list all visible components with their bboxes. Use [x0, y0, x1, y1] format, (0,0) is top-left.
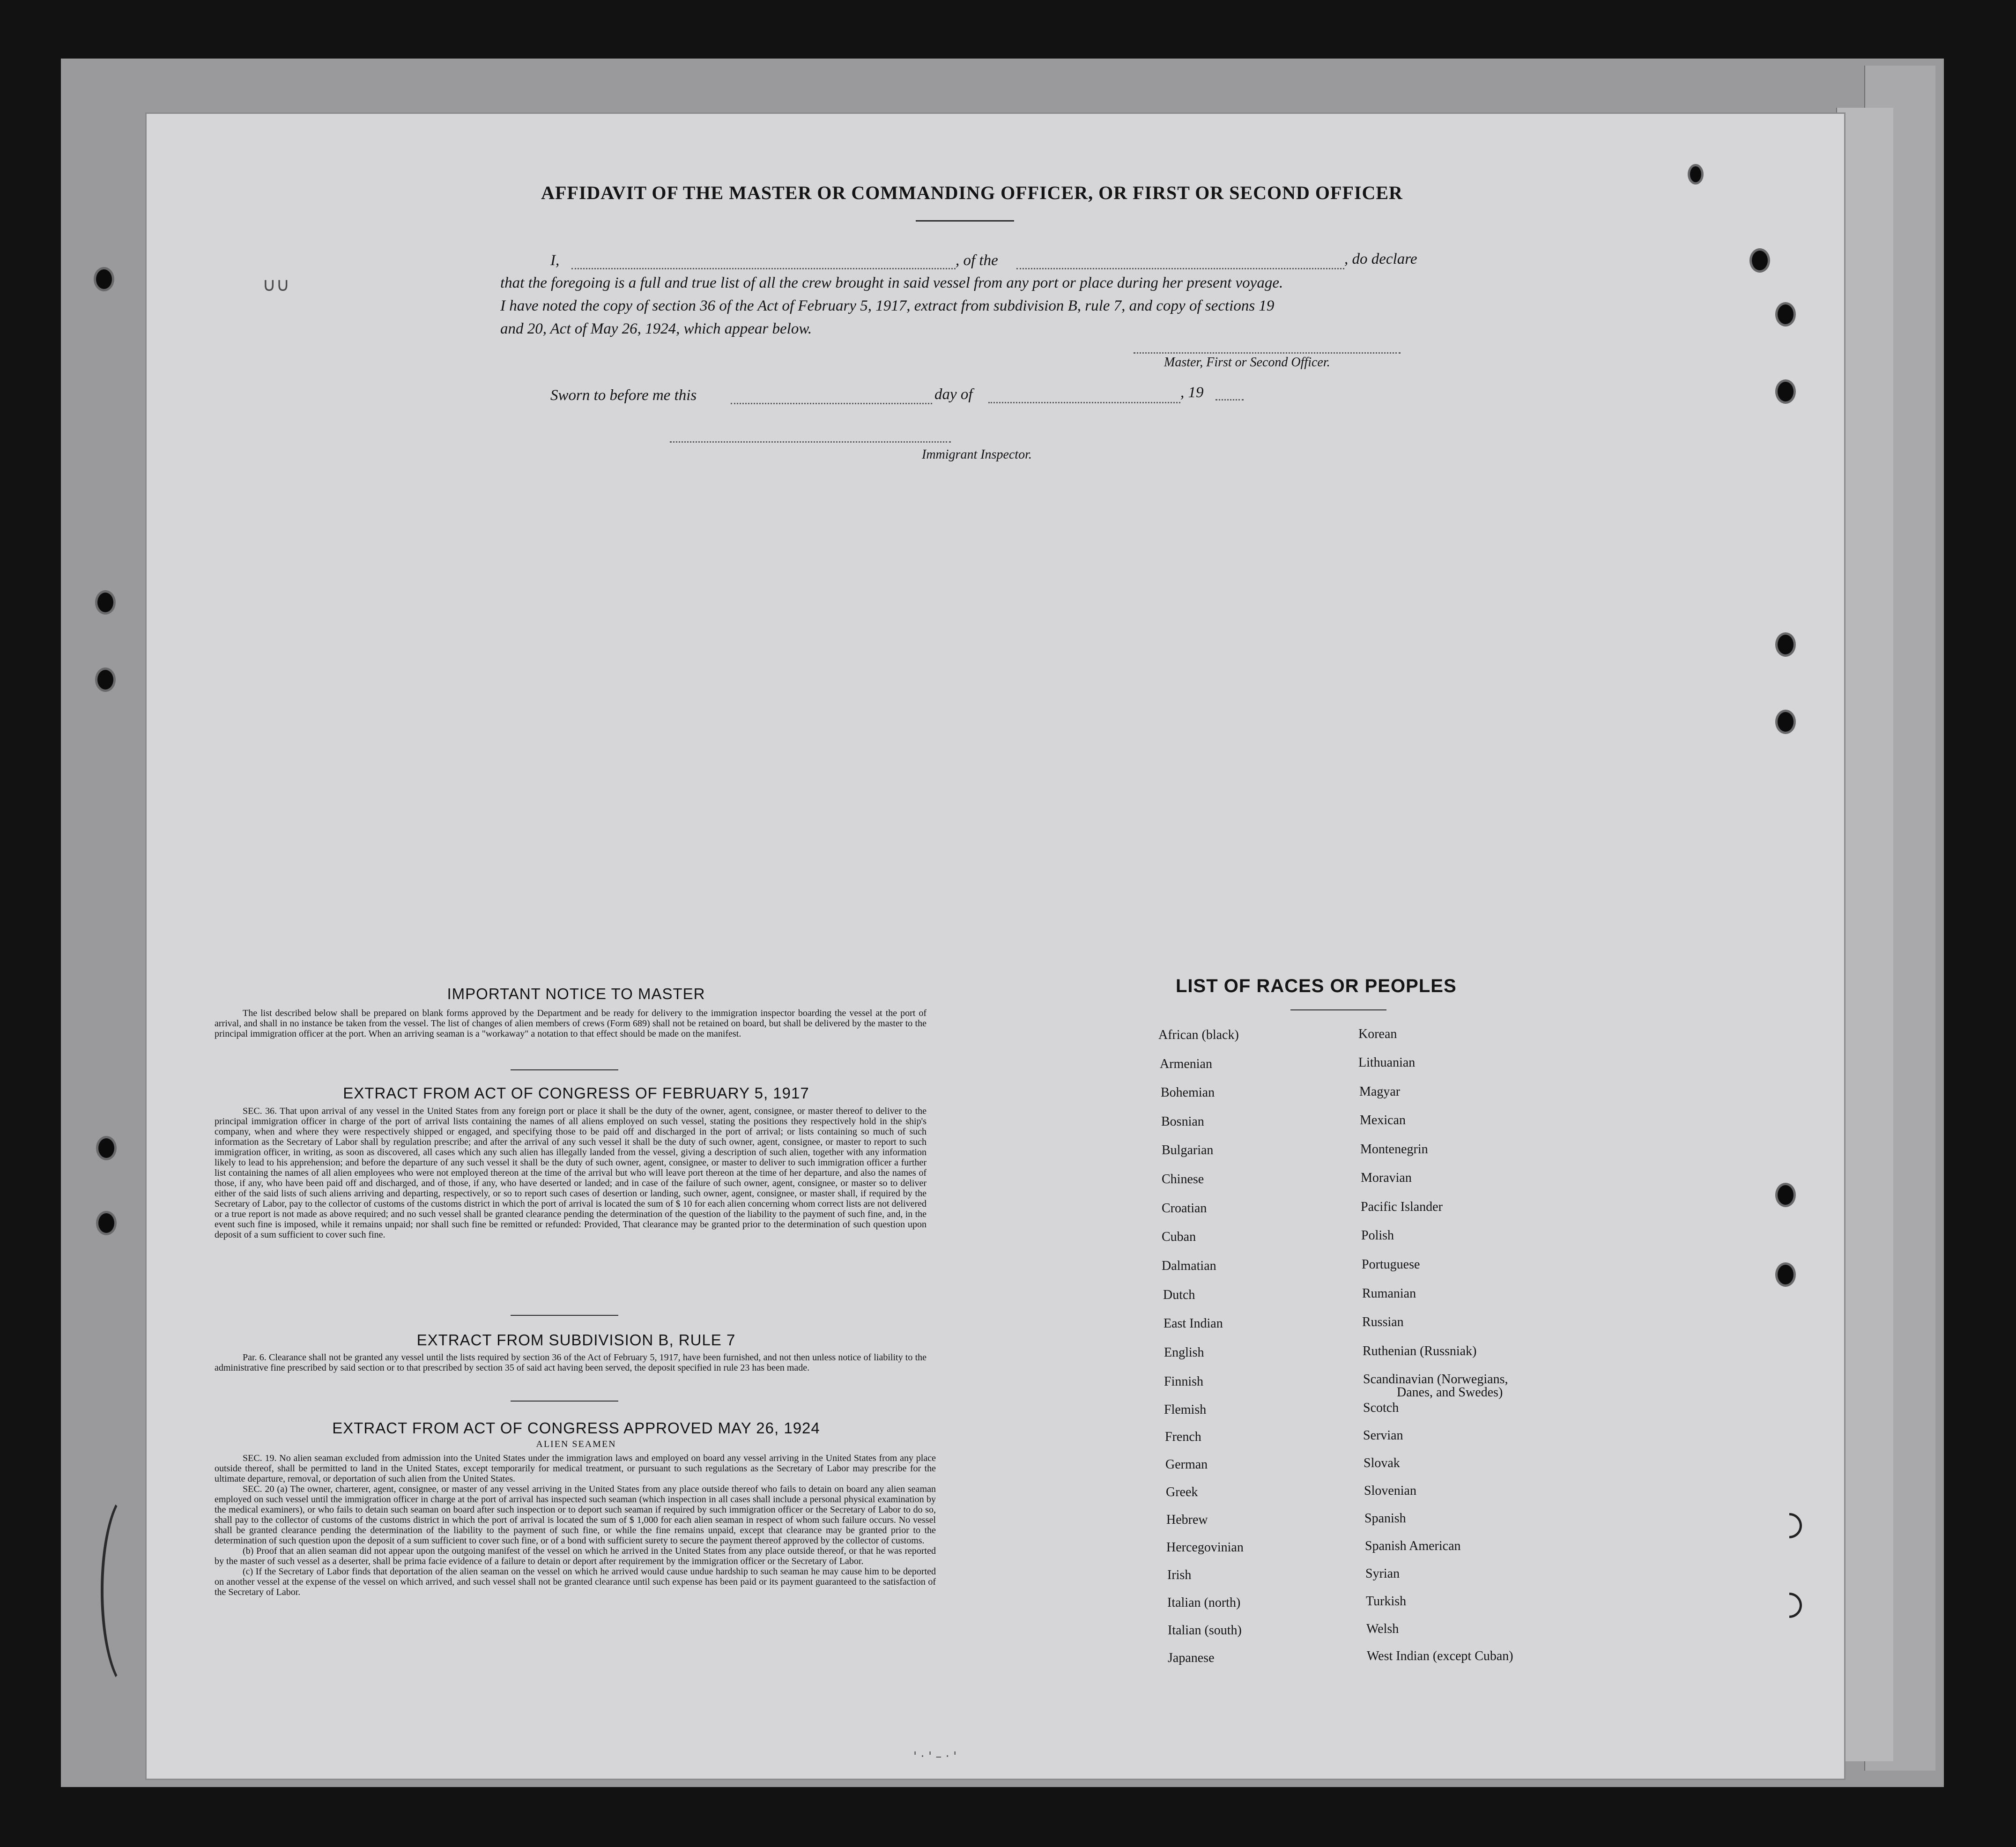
punch-hole: [1778, 712, 1794, 732]
punch-hole: [1778, 304, 1794, 324]
race-item: Chinese: [1162, 1172, 1204, 1187]
race-item: Greek: [1166, 1485, 1198, 1499]
race-item: Spanish American: [1365, 1539, 1461, 1553]
race-item: Spanish: [1364, 1511, 1406, 1526]
punch-hole: [1778, 1185, 1794, 1205]
i-label: I,: [550, 252, 560, 269]
punch-hole: [1778, 635, 1794, 654]
race-item: Cuban: [1162, 1230, 1196, 1244]
race-item: Magyar: [1359, 1084, 1401, 1099]
race-item: Korean: [1358, 1027, 1397, 1041]
race-item: Bosnian: [1161, 1114, 1204, 1129]
title-rule: [916, 220, 1014, 222]
race-item: African (black): [1158, 1028, 1239, 1042]
race-item: Italian (south): [1168, 1623, 1242, 1638]
race-item: Flemish: [1164, 1402, 1207, 1417]
race-item: Ruthenian (Russniak): [1363, 1344, 1477, 1358]
of-the-label: , of the: [956, 252, 998, 269]
sec-20c: (c) If the Secretary of Labor finds that deportation of the alien seaman on the vessel on which he arrived would cause undue hardship to such seaman he may cause him to be deported on another vessel at the expense of the vessel on which arrived, and such vessel shall not be granted clearance until such expense has been paid or its payment guaranteed to the satisfaction of the Secretary of Labor.: [215, 1566, 936, 1597]
race-item: Dalmatian: [1162, 1259, 1216, 1273]
punch-hole: [1752, 251, 1768, 270]
race-item: Turkish: [1366, 1594, 1407, 1609]
race-item: Servian: [1363, 1428, 1403, 1443]
punch-hole: [97, 593, 113, 612]
punch-hole: [96, 269, 112, 289]
race-item: Dutch: [1163, 1288, 1195, 1302]
margin-mark: ∪∪: [262, 274, 290, 296]
sec-19: SEC. 19. No alien seaman excluded from admission into the United States under the immigration laws and employed on board any vessel arriving in the United States from any place outside thereof, shall be permitted to land in the United States, except temporarily for medical treatment, or pursuant to such regulations as the Secretary of Labor may prescribe for the ultimate departure, removal, or deportation of such alien from the United States.: [215, 1453, 936, 1484]
day-of-label: day of: [934, 386, 973, 403]
sworn-month-field[interactable]: [988, 402, 1180, 403]
race-item: Portuguese: [1362, 1257, 1420, 1272]
race-item: Polish: [1361, 1228, 1394, 1243]
punch-hole: [98, 1213, 114, 1233]
name-field[interactable]: [571, 268, 956, 269]
race-item: Finnish: [1164, 1374, 1204, 1389]
race-item: West Indian (except Cuban): [1367, 1649, 1513, 1663]
race-item: Hercegovinian: [1166, 1540, 1244, 1555]
sworn-label: Sworn to before me this: [550, 387, 697, 404]
race-item: Moravian: [1361, 1171, 1412, 1185]
race-item: Mexican: [1360, 1113, 1406, 1127]
affidavit-line: and 20, Act of May 26, 1924, which appear below.: [500, 320, 812, 337]
sec-20b: (b) Proof that an alien seaman did not appear upon the outgoing manifest of the vessel on which he arrived in the United States from any place outside thereof, or that he was reported by the master of such vessel as a deserter, shall be prima facie evidence of a failure to detain or deport after requirement by the immigration officer or the Secretary of Labor.: [215, 1546, 936, 1566]
race-item: Russian: [1362, 1315, 1404, 1329]
race-item: German: [1165, 1457, 1208, 1472]
inspector-label: Immigrant Inspector.: [922, 447, 1032, 462]
notice-text: The list described below shall be prepared on blank forms approved by the Department and be ready for delivery to the immigration inspector boarding the vessel at the port of arrival, and shall in no instance be taken from the vessel. The list of changes of alien members of crews (Form 689) shall not be retained on board, but shall be delivered by the master to the principal immigration officer at the port. When an arriving seaman is a "workaway" a notation to that effect should be made on the manifest.: [215, 1008, 926, 1039]
section-rule: [511, 1401, 618, 1402]
vessel-field[interactable]: [1016, 268, 1344, 269]
year-label: , 19: [1180, 384, 1204, 401]
race-item: Danes, and Swedes): [1397, 1385, 1503, 1400]
races-title: LIST OF RACES OR PEOPLES: [1176, 976, 1457, 996]
extract-1924-text: [215, 1453, 936, 1597]
race-item: Pacific Islander: [1361, 1200, 1443, 1214]
race-item: Scandinavian (Norwegians,: [1363, 1372, 1508, 1387]
punch-hole: [97, 670, 113, 690]
race-item: Slovak: [1364, 1456, 1400, 1470]
race-item: East Indian: [1164, 1316, 1223, 1331]
race-item: Bulgarian: [1162, 1143, 1214, 1157]
race-item: Croatian: [1162, 1201, 1207, 1216]
inspector-signature-field[interactable]: [670, 441, 951, 443]
punch-hole: [1690, 166, 1701, 182]
section-rule: [511, 1069, 618, 1070]
race-item: Armenian: [1160, 1057, 1212, 1071]
race-item: Slovenian: [1364, 1484, 1416, 1498]
rule-7-heading: EXTRACT FROM SUBDIVISION B, RULE 7: [416, 1331, 736, 1349]
race-item: Japanese: [1168, 1651, 1215, 1665]
affidavit-title: AFFIDAVIT OF THE MASTER OR COMMANDING OFFICER, OR FIRST OR SECOND OFFICER: [541, 182, 1403, 203]
affidavit-line: that the foregoing is a full and true list of all the crew brought in said vessel from any port or place during her present voyage.: [500, 274, 1283, 291]
punch-hole: [98, 1138, 114, 1158]
alien-seamen-subheading: ALIEN SEAMEN: [536, 1439, 616, 1449]
race-item: Bohemian: [1161, 1085, 1215, 1100]
race-item: Italian (north): [1167, 1595, 1241, 1610]
extract-1917-heading: EXTRACT FROM ACT OF CONGRESS OF FEBRUARY 5, 1917: [343, 1084, 809, 1102]
race-item: Irish: [1167, 1568, 1192, 1582]
race-item: Syrian: [1365, 1566, 1400, 1581]
sec-20a: SEC. 20 (a) The owner, charterer, agent, consignee, or master of any vessel arriving in the United States from any place outside thereof who fails to detain on board any alien seaman employed on such vessel until the immigration officer in charge at the port of arrival has inspected such seaman (which inspection in all cases shall include a personal physical examination by the medical examiners), or who fails to detain such seaman on board after such inspection or to deport such seaman if required by such immigration officer or the Secretary of Labor to do so, shall pay to the collector of customs of the customs district in which the port of arrival is located the sum of $ 1,000 for each alien seaman in respect of whom such failure occurs. No vessel shall be granted clearance pending the determination of the liability to the payment of such fine, or while the fine remains unpaid, except that clearance may be granted prior to the determination of such question upon the deposit of a sum sufficient to cover such fine, or of a bond with sufficient surety to secure the payment thereof approved by the collector of customs.: [215, 1484, 936, 1546]
master-signature-field[interactable]: [1134, 352, 1401, 354]
master-signature-label: Master, First or Second Officer.: [1164, 355, 1330, 370]
punch-hole: [1778, 382, 1794, 401]
affidavit-statement: [500, 272, 1437, 341]
races-rule: [1290, 1009, 1386, 1010]
sworn-year-field[interactable]: [1216, 399, 1244, 401]
race-item: Rumanian: [1362, 1286, 1416, 1301]
do-declare-label: , do declare: [1344, 251, 1417, 267]
rule-7-text: Par. 6. Clearance shall not be granted any vessel until the lists required by section 36 of the Act of February 5, 1917, have been furnished, and not then unless notice of liability to the administrative fine prescribed by said section or to that prescribed by section 35 of said act having been served, the deposit specified in rule 23 has been made.: [215, 1352, 926, 1373]
notice-heading: IMPORTANT NOTICE TO MASTER: [447, 985, 705, 1002]
race-item: Welsh: [1366, 1622, 1399, 1636]
race-item: Lithuanian: [1358, 1055, 1416, 1070]
section-rule: [511, 1315, 618, 1316]
race-item: Hebrew: [1166, 1513, 1208, 1527]
margin-mark: ' · ' – · ': [913, 1750, 957, 1764]
race-item: English: [1164, 1345, 1204, 1360]
extract-1924-heading: EXTRACT FROM ACT OF CONGRESS APPROVED MAY 26, 1924: [332, 1419, 820, 1437]
punch-hole: [1778, 1265, 1794, 1284]
affidavit-line: I have noted the copy of section 36 of the Act of February 5, 1917, extract from subdivision B, rule 7, and copy of sections 19: [500, 297, 1275, 314]
race-item: French: [1165, 1430, 1201, 1444]
race-item: Montenegrin: [1360, 1142, 1428, 1157]
race-item: Scotch: [1363, 1401, 1399, 1415]
sworn-day-field[interactable]: [731, 403, 932, 404]
extract-1917-text: SEC. 36. That upon arrival of any vessel in the United States from any foreign port or place it shall be the duty of the owner, agent, consignee, or master thereof to deliver to the principal immigration officer in charge of the port of arrival lists containing the names of all aliens employed on such vessel, stating the positions they respectively hold in the ship's company, when and where they were respectively shipped or engaged, and specifying those to be paid off and discharged in the port of arrival; or lists containing so much of such information as the Secretary of Labor shall by regulation prescribe; and after the arrival of any such vessel it shall be the duty of such owner, agent, consignee, or master to report to such immigration officer, in writing, as soon as discovered, all cases which any such alien has illegally landed from the vessel, giving a description of such alien, together with any information likely to lead to his apprehension; and before the departure of any such vessel it shall be the duty of such owner, agent, consignee, or master to deliver to such immigration officer a further list containing the names of all alien employees who were not employed thereon at the time of the arrival but who will leave port thereon at the time of her departure, and also the names of those, if any, who have been paid off and discharged, and of those, if any, who have deserted or landed; and in case of the failure of such owner, agent, consignee, or master so to deliver either of the said lists of such aliens arriving and departing, respectively, or so to report such cases of desertion or landing, such owner, agent, consignee, or master shall, if required by the Secretary of Labor, pay to the collector of customs of the customs district in which the port of arrival is located the sum of $ 10 for each alien concerning whom correct lists are not delivered or a true report is not made as above required; and no such vessel shall be granted clearance pending the determination of the question of the liability to the payment of such fine, and, in the event such fine is imposed, while it remains unpaid; nor shall such fine be remitted or refunded: Provided, That clearance may be granted prior to the determination of such question upon deposit of a sum sufficient to cover such fine.: [215, 1106, 926, 1240]
